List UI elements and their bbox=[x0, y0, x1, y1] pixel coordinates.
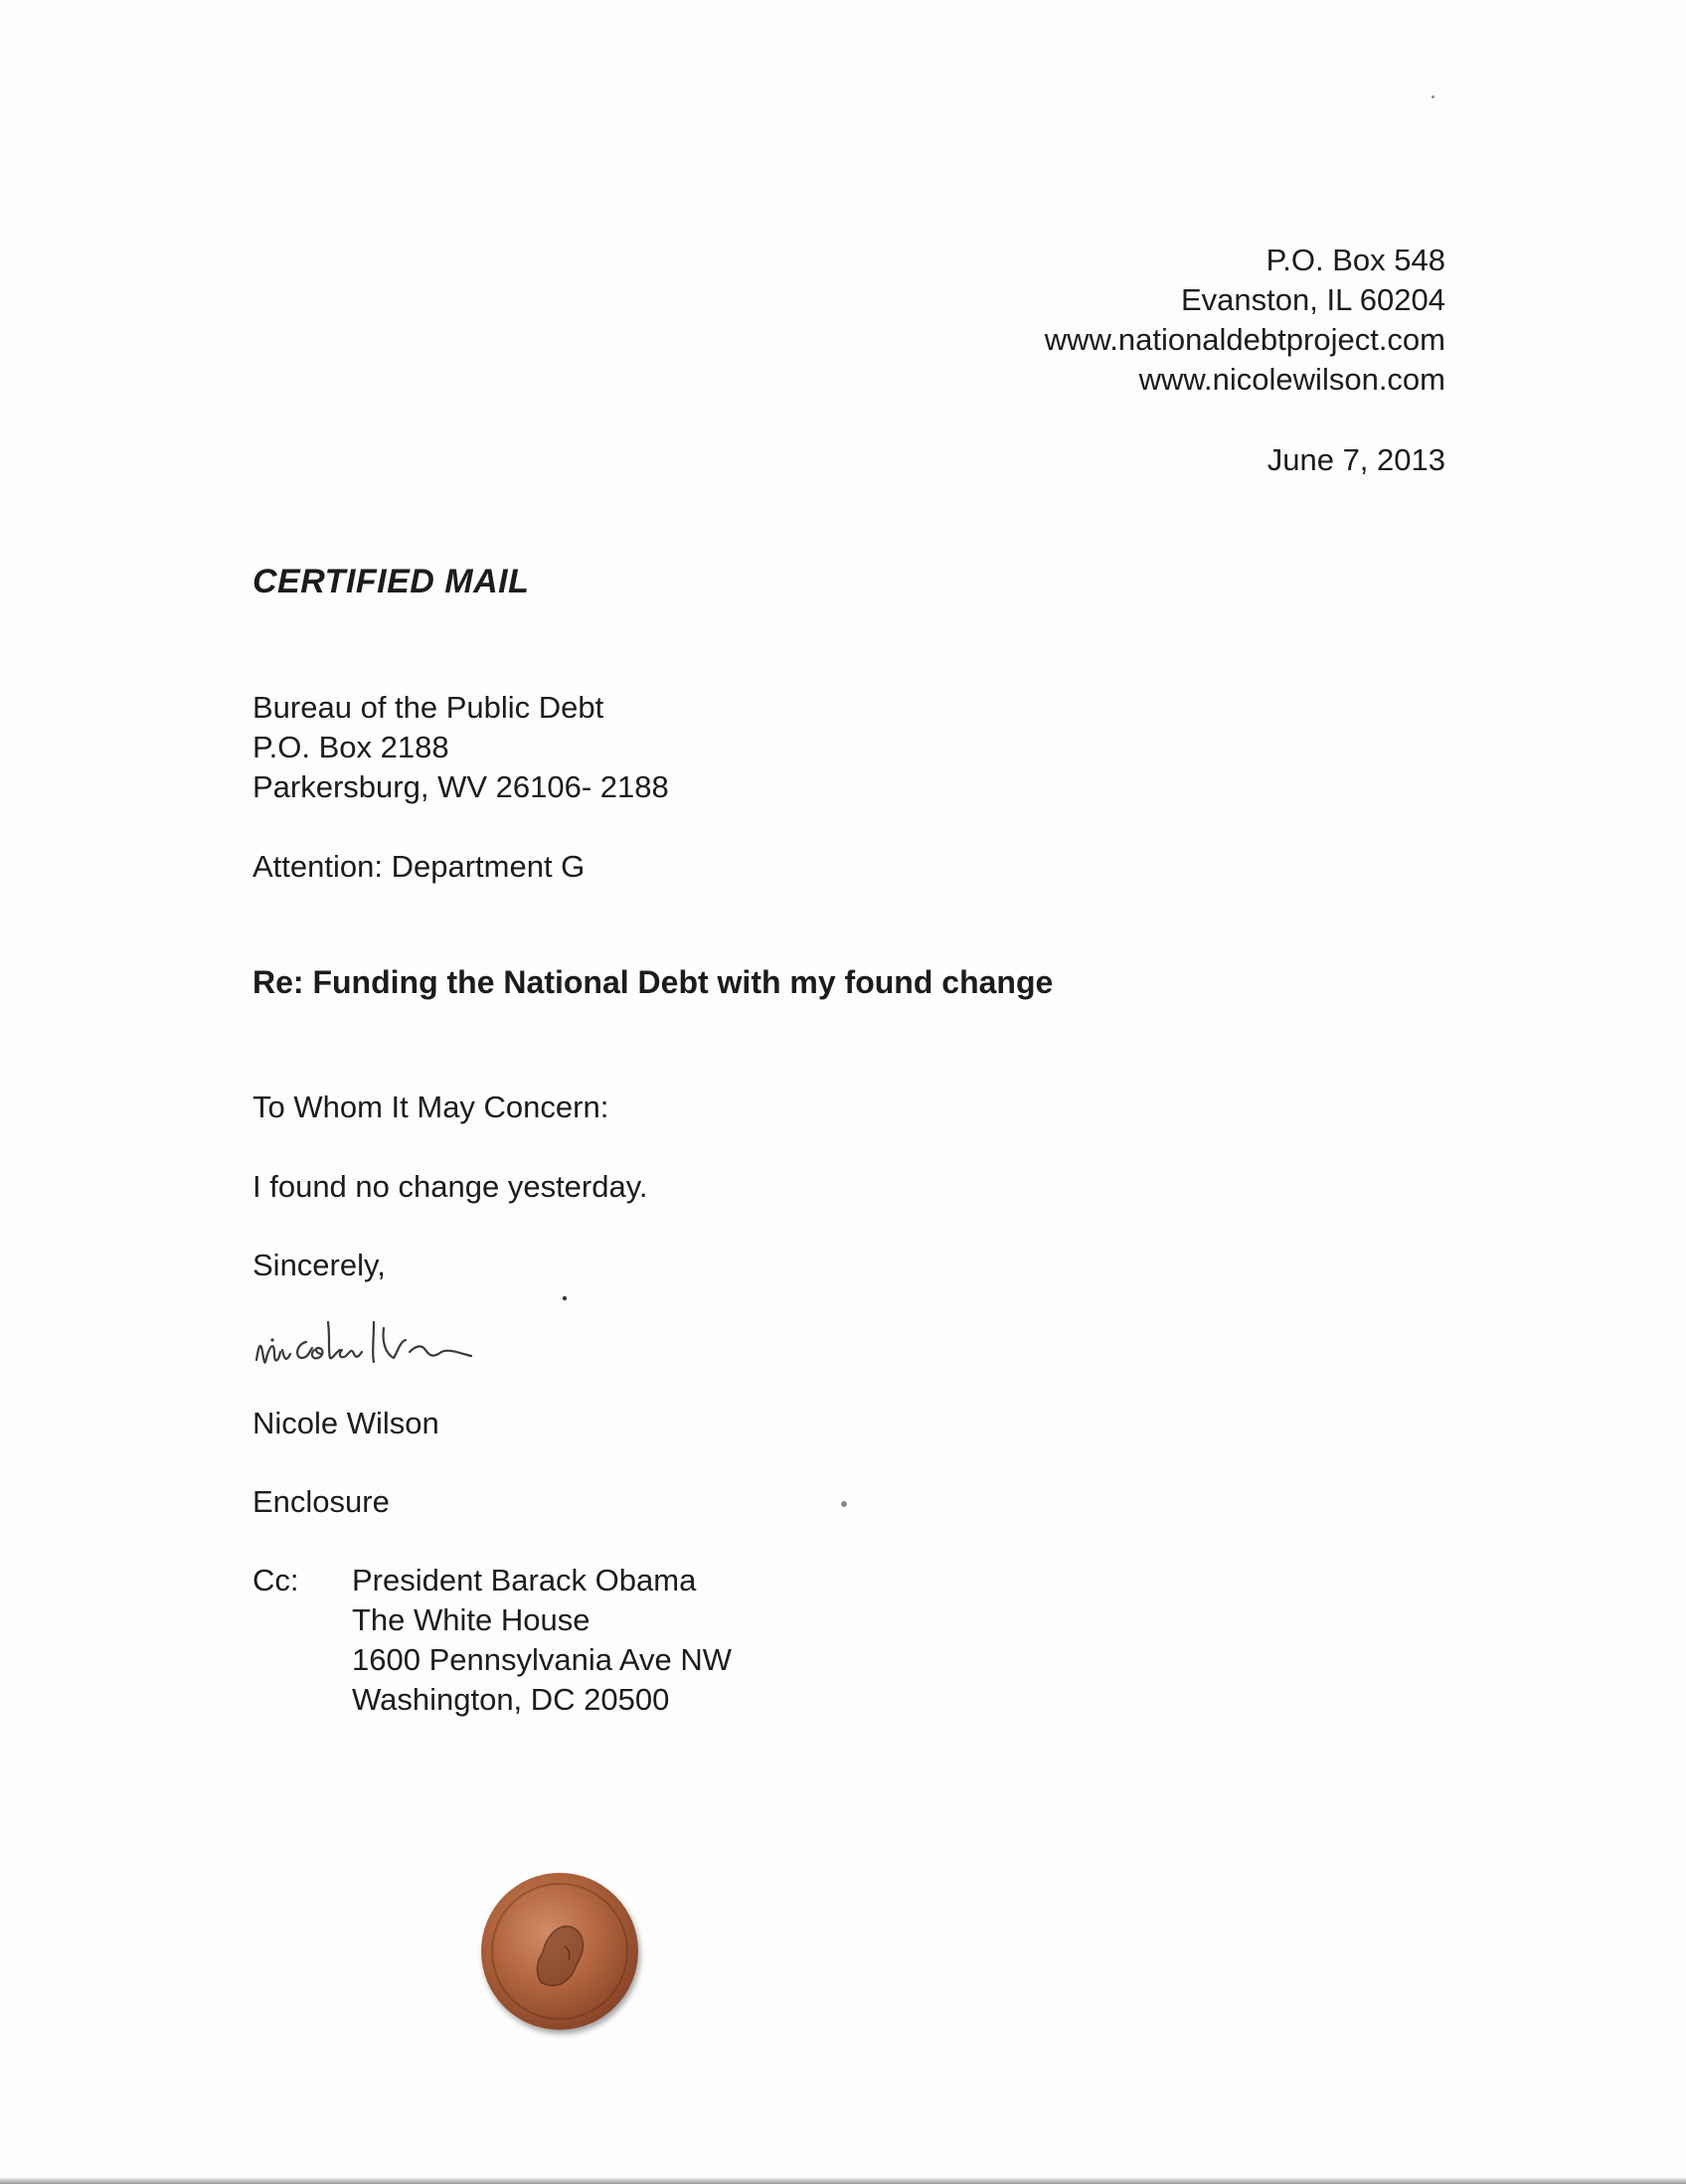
sender-address-line-2: Evanston, IL 60204 bbox=[1181, 282, 1445, 317]
recipient-address-line-2: Parkersburg, WV 26106- 2188 bbox=[253, 769, 669, 804]
cc-address-lines bbox=[352, 1561, 732, 1720]
sender-address-block bbox=[750, 241, 1445, 400]
recipient-address-line-1: P.O. Box 2188 bbox=[253, 730, 449, 764]
cc-line-4: Washington, DC 20500 bbox=[352, 1682, 670, 1717]
cc-label: Cc: bbox=[253, 1563, 299, 1597]
recipient-name: Bureau of the Public Debt bbox=[253, 690, 604, 725]
penny-coin bbox=[481, 1873, 638, 2030]
signature-name: Nicole Wilson bbox=[253, 1406, 439, 1440]
sender-address-line-1: P.O. Box 548 bbox=[1265, 243, 1445, 277]
sender-website-1: www.nationaldebtproject.com bbox=[1044, 322, 1445, 357]
letter-body: I found no change yesterday. bbox=[253, 1169, 648, 1204]
lincoln-profile-icon bbox=[511, 1903, 608, 2000]
scan-edge bbox=[0, 2178, 1686, 2184]
enclosure-line: Enclosure bbox=[253, 1484, 390, 1519]
closing: Sincerely, bbox=[253, 1248, 386, 1282]
scan-speck bbox=[841, 1501, 847, 1507]
delivery-method: CERTIFIED MAIL bbox=[253, 563, 530, 600]
handwritten-signature bbox=[247, 1292, 624, 1392]
salutation: To Whom It May Concern: bbox=[253, 1090, 609, 1124]
attention-line: Attention: Department G bbox=[253, 849, 586, 884]
recipient-address-block bbox=[253, 688, 669, 807]
cc-line-2: The White House bbox=[352, 1602, 590, 1637]
letter-date: June 7, 2013 bbox=[1266, 442, 1445, 477]
cc-line-1: President Barack Obama bbox=[352, 1563, 697, 1597]
subject-line: Re: Funding the National Debt with my found change bbox=[253, 964, 1054, 1000]
sender-website-2: www.nicolewilson.com bbox=[1138, 362, 1445, 397]
cc-line-3: 1600 Pennsylvania Ave NW bbox=[352, 1642, 732, 1677]
scan-speck bbox=[1432, 95, 1434, 98]
